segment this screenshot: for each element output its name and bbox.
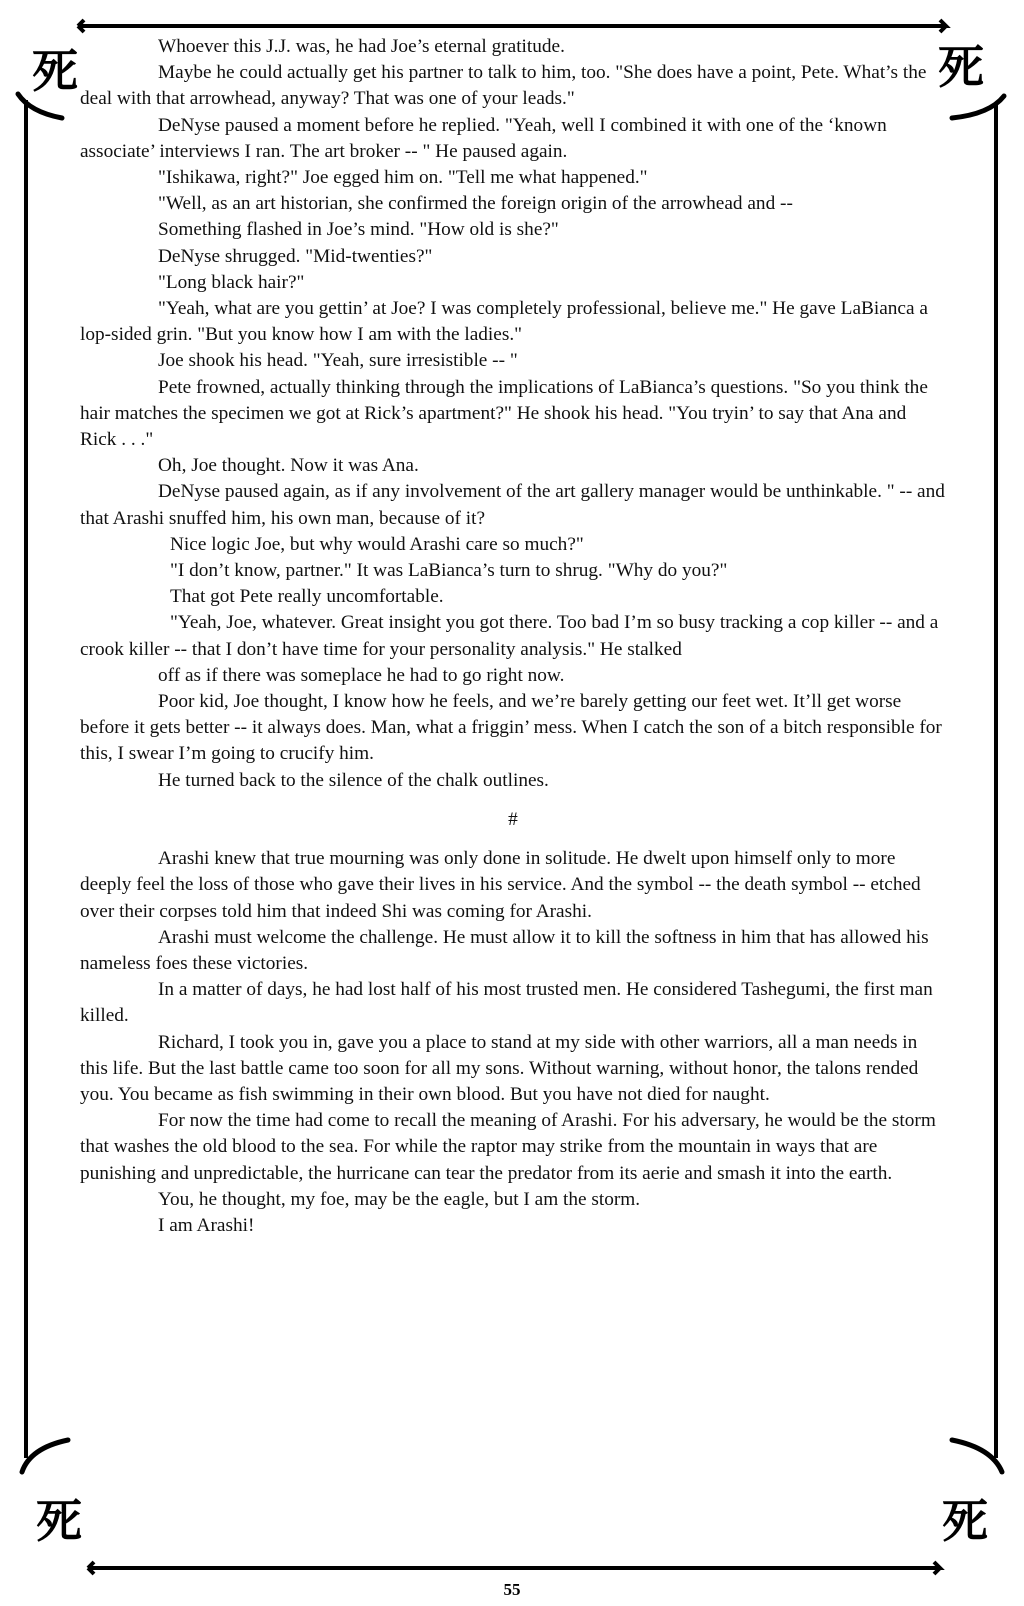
paragraph: DeNyse shrugged. "Mid-twenties?" <box>158 245 433 267</box>
paragraph: "Well, as an art historian, she confirmed the foreign origin of the arrowhead and -- <box>158 193 793 215</box>
paragraph: Poor kid, Joe thought, I know how he feels, and we’re barely getting our feet wet. It’ll get worse before it gets better -- it always does. Man, what a friggin’ mess. When I catch the son of a bitch responsible for this, I swear I’m going to crucify him. <box>80 691 942 765</box>
paragraph: DeNyse paused again, as if any involvement of the art gallery manager would be unthinkable. " -- and that Arashi snuffed him, his own man, because of it? <box>80 481 945 529</box>
paragraph: Pete frowned, actually thinking through the implications of LaBianca’s questions. "So you think the hair matches the specimen we got at Rick’s apartment?" He shook his head. "You tryin’ to say that Ana and Rick . . ." <box>80 376 928 451</box>
paragraph: Arashi knew that true mourning was only done in solitude. He dwelt upon himself only to more deeply feel the loss of those who gave their lives in his service. And the symbol -- the death symbol -- etched over their corpses told him that indeed Shi was coming for Arashi. <box>80 848 921 922</box>
paragraph: "Long black hair?" <box>158 271 305 293</box>
corner-death-glyph-bottom-right: 死 <box>942 1494 988 1548</box>
paragraph: Richard, I took you in, gave you a place to stand at my side with other warriors, all a man needs in this life. But the last battle came too soon for all my sons. Without warning, without honor, the talons rended you. You became as fish swimming in their own blood. But you have not died for naught. <box>80 1031 919 1105</box>
story-text <box>80 34 946 1239</box>
paragraph: Arashi must welcome the challenge. He must allow it to kill the softness in him that has allowed his nameless foes these victories. <box>80 926 929 974</box>
paragraph: I am Arashi! <box>158 1214 255 1236</box>
paragraph: In a matter of days, he had lost half of his most trusted men. He considered Tashegumi, the first man killed. <box>80 979 933 1027</box>
paragraph: Nice logic Joe, but why would Arashi care so much?" <box>170 533 584 555</box>
paragraph: Oh, Joe thought. Now it was Ana. <box>158 455 419 477</box>
paragraph: For now the time had come to recall the meaning of Arashi. For his adversary, he would be the storm that washes the old blood to the sea. For while the raptor may strike from the mountain in ways that are punishing and unpredictable, the hurricane can tear the predator from its aerie and smash it into the earth. <box>80 1110 936 1184</box>
paragraph: You, he thought, my foe, may be the eagle, but I am the storm. <box>158 1188 641 1210</box>
scene-break: # <box>508 808 518 830</box>
paragraph: DeNyse paused a moment before he replied. "Yeah, well I combined it with one of the ‘known associate’ interviews I ran. The art broker -- " He paused again. <box>80 114 887 162</box>
paragraph: Maybe he could actually get his partner to talk to him, too. "She does have a point, Pete. What’s the deal with that arrowhead, anyway? That was one of your leads." <box>80 62 927 110</box>
top-border-rule <box>78 20 946 32</box>
paragraph: He turned back to the silence of the chalk outlines. <box>158 769 549 791</box>
paragraph: "Yeah, what are you gettin’ at Joe? I was completely professional, believe me." He gave LaBianca a lop-sided grin. "But you know how I am with the ladies." <box>80 298 928 346</box>
paragraph: That got Pete really uncomfortable. <box>170 586 444 608</box>
bottom-border-rule <box>88 1562 940 1574</box>
paragraph: Whoever this J.J. was, he had Joe’s eternal gratitude. <box>158 36 565 57</box>
page-number: 55 <box>503 1580 521 1599</box>
bottom-left-swoosh <box>22 1440 68 1472</box>
paragraph: "Yeah, Joe, whatever. Great insight you got there. Too bad I’m so busy tracking a cop killer -- and a crook killer -- that I don’t have time for your personality analysis." He stalked <box>80 612 939 660</box>
paragraph: Joe shook his head. "Yeah, sure irresistible -- " <box>158 350 518 372</box>
corner-death-glyph-bottom-left: 死 <box>36 1494 82 1548</box>
paragraph: Something flashed in Joe’s mind. "How old is she?" <box>158 219 559 241</box>
corner-death-glyph-top-left: 死 <box>32 44 78 98</box>
paragraph: "Ishikawa, right?" Joe egged him on. "Tell me what happened." <box>158 167 648 189</box>
corner-death-glyph-top-right: 死 <box>938 40 984 94</box>
paragraph: "I don’t know, partner." It was LaBianca’s turn to shrug. "Why do you?" <box>170 560 728 582</box>
paragraph: off as if there was someplace he had to go right now. <box>158 664 565 686</box>
